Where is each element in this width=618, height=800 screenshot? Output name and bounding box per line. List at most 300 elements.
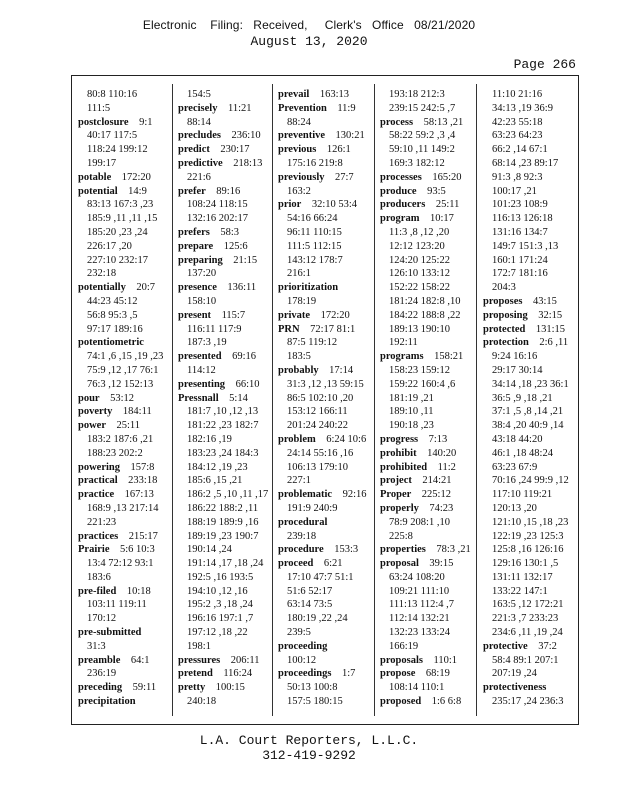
index-term-entry	[78, 116, 166, 130]
index-term: producers	[380, 199, 426, 211]
page-line-refs: 108:24 118:15	[187, 199, 248, 211]
page-line-refs: 83:13 167:3 ,23	[87, 199, 154, 211]
page-line-refs: 131:16 134:7	[492, 226, 548, 238]
index-term-entry	[278, 543, 366, 557]
page-line-refs: 32:15	[538, 309, 563, 321]
page-line-refs: 181:7 ,10 ,12 ,13	[187, 406, 259, 418]
column-divider	[374, 84, 375, 716]
index-term-entry	[278, 640, 366, 654]
page-line-refs: 74:1 ,6 ,15 ,19 ,23	[87, 351, 164, 363]
page-line-refs: 181:19 ,21	[389, 392, 434, 404]
index-term: previously	[278, 171, 325, 183]
index-term: propose	[380, 668, 416, 680]
page-line-refs: 68:19	[425, 668, 450, 680]
page-line-refs: 137:20	[187, 268, 217, 280]
index-term-entry	[78, 488, 166, 502]
page-line-refs: 230:17	[220, 144, 250, 156]
index-term: pre-submitted	[78, 627, 142, 639]
page-line-refs: 2:6 ,11	[539, 337, 569, 349]
page-line-refs: 189:19 ,23 190:7	[187, 530, 259, 542]
page-line-refs: 17:14	[329, 364, 354, 376]
page-line-refs: 190:14 ,24	[187, 544, 232, 556]
page-line-refs: 192:5 ,16 193:5	[187, 571, 254, 583]
page-line-refs: 5:6 10:3	[119, 544, 155, 556]
index-term: properties	[380, 544, 426, 556]
page-line-refs: 204:3	[492, 282, 516, 294]
page-line-refs: 214:21	[422, 475, 452, 487]
index-term-entry	[178, 240, 266, 254]
index-term: procedural	[278, 516, 328, 528]
page-line-refs: 34:14 ,18 ,23 36:1	[492, 378, 569, 390]
page-line-refs: 158:23 159:12	[389, 364, 450, 376]
page-line-refs: 187:3 ,19	[187, 337, 227, 349]
page-line-refs: 183:5	[287, 351, 311, 363]
index-term-entry	[278, 433, 366, 447]
index-term-entry	[178, 185, 266, 199]
page-line-refs: 14:9	[128, 185, 147, 197]
page-line-refs: 9:24 16:16	[492, 351, 538, 363]
index-term-entry	[278, 667, 366, 681]
index-term: Proper	[380, 489, 412, 501]
index-term-entry	[178, 378, 266, 392]
page-line-refs: 183:6	[87, 571, 111, 583]
index-term: prohibited	[380, 461, 428, 473]
page-line-refs: 227:10 232:17	[87, 254, 148, 266]
index-term-entry	[178, 129, 266, 143]
index-term: potentially	[78, 282, 126, 294]
index-term: problem	[278, 433, 316, 445]
page-line-refs: 114:12	[187, 364, 216, 376]
page-line-refs: 124:20 125:22	[389, 254, 450, 266]
page-line-refs: 115:7	[221, 309, 246, 321]
index-term: preceding	[78, 682, 123, 694]
page-line-refs: 163:5 ,12 172:21	[492, 599, 564, 611]
page-line-refs: 88:14	[187, 116, 211, 128]
index-column-3	[278, 88, 366, 716]
index-term: problematic	[278, 489, 333, 501]
page-line-refs: 10:17	[429, 213, 454, 225]
page-line-refs: 166:19	[389, 640, 419, 652]
page-line-refs: 183:2 187:6 ,21	[87, 433, 154, 445]
page-line-refs: 13:4 72:12 93:1	[87, 558, 154, 570]
page-line-refs: 240:18	[187, 696, 217, 708]
index-term-entry	[380, 543, 472, 557]
index-term: protective	[483, 640, 528, 652]
index-term: preparing	[178, 254, 223, 266]
page-line-refs: 59:11	[132, 682, 157, 694]
page-line-refs: 101:23 108:9	[492, 199, 548, 211]
index-term-entry	[178, 392, 266, 406]
page-line-refs: 116:13 126:18	[492, 213, 553, 225]
page-line-refs: 64:1	[130, 654, 150, 666]
word-index-box	[71, 75, 579, 725]
page-line-refs: 131:15	[535, 323, 566, 335]
page-line-refs: 116:11 117:9	[187, 323, 242, 335]
index-term: prevail	[278, 89, 310, 100]
index-term: procedure	[278, 544, 324, 556]
page-line-refs: 185:9 ,11 ,11 ,15	[87, 213, 158, 225]
page-line-refs: 76:3 ,12 152:13	[87, 378, 154, 390]
page-line-refs: 172:7 181:16	[492, 268, 548, 280]
page-line-refs: 132:23 133:24	[389, 627, 450, 639]
index-term: progress	[380, 433, 419, 445]
index-term: precisely	[178, 102, 218, 114]
index-term: prepare	[178, 240, 214, 252]
page-line-refs: 70:16 ,24 99:9 ,12	[492, 475, 569, 487]
page-line-refs: 233:18	[128, 475, 158, 487]
index-term: project	[380, 475, 412, 487]
page-line-refs: 184:12 ,19 ,23	[187, 461, 248, 473]
page-line-refs: 239:5	[287, 627, 311, 639]
index-term: postclosure	[78, 116, 129, 128]
page-line-refs: 12:12 123:20	[389, 240, 445, 252]
page-line-refs: 186:22 188:2 ,11	[187, 502, 259, 514]
index-term-entry	[380, 557, 472, 571]
page-line-refs: 192:11	[389, 337, 418, 349]
index-term-entry	[178, 309, 266, 323]
page-line-refs: 59:10 ,11 149:2	[389, 144, 455, 156]
page-line-refs: 109:21 111:10	[389, 585, 450, 597]
page-line-refs: 186:2 ,5 ,10 ,11 ,17	[187, 489, 269, 501]
page-line-refs: 131:11 132:17	[492, 571, 553, 583]
index-term-entry	[483, 295, 575, 309]
page-line-refs: 46:1 ,18 48:24	[492, 447, 553, 459]
index-term: prior	[278, 199, 302, 211]
page-line-refs: 167:13	[124, 489, 154, 501]
index-term-entry	[380, 212, 472, 226]
index-term-entry	[178, 143, 266, 157]
index-term-entry	[380, 185, 472, 199]
index-term-entry	[78, 419, 166, 433]
index-term: practice	[78, 489, 115, 501]
page-line-refs: 37:1 ,5 ,8 ,14 ,21	[492, 406, 564, 418]
index-column-1	[78, 88, 166, 716]
index-term: poverty	[78, 406, 113, 418]
page-line-refs: 80:8 110:16	[87, 89, 138, 100]
index-term-entry	[380, 433, 472, 447]
column-divider	[272, 84, 273, 716]
page-line-refs: 10:18	[126, 585, 151, 597]
index-term-entry	[380, 461, 472, 475]
index-term: Prevention	[278, 102, 327, 114]
page-line-refs: 207:19 ,24	[492, 668, 537, 680]
page-line-refs: 152:22 158:22	[389, 282, 450, 294]
page-line-refs: 44:23 45:12	[87, 295, 138, 307]
index-term-entry	[178, 654, 266, 668]
page-line-refs: 234:6 ,11 ,19 ,24	[492, 627, 563, 639]
page-line-refs: 175:16 219:8	[287, 157, 343, 169]
page-line-refs: 9:1	[139, 116, 153, 128]
page-line-refs: 130:21	[335, 130, 365, 142]
page-line-refs: 89:16	[216, 185, 241, 197]
index-term: properly	[380, 502, 419, 514]
page-line-refs: 1:7	[341, 668, 356, 680]
page-line-refs: 7:13	[428, 433, 448, 445]
index-term: prefers	[178, 226, 210, 238]
page-line-refs: 221:3 ,7 233:23	[492, 613, 559, 625]
page-line-refs: 158:21	[434, 351, 464, 363]
page-line-refs: 74:23	[429, 502, 454, 514]
index-term: proposed	[380, 696, 422, 708]
page-line-refs: 206:11	[230, 654, 260, 666]
index-term-entry	[78, 392, 166, 406]
page-line-refs: 63:14 73:5	[287, 599, 333, 611]
index-term-entry	[380, 198, 472, 212]
page-line-refs: 158:10	[187, 295, 217, 307]
column-divider	[172, 84, 173, 716]
page-line-refs: 143:12 178:7	[287, 254, 343, 266]
index-term-entry	[178, 667, 266, 681]
index-term: prefer	[178, 185, 206, 197]
index-term-entry	[278, 198, 366, 212]
page-line-refs: 199:17	[87, 157, 117, 169]
index-term: presenting	[178, 378, 226, 390]
page-line-refs: 11:2	[437, 461, 456, 473]
page-line-refs: 181:24 182:8 ,10	[389, 295, 461, 307]
page-line-refs: 31:3 ,12 ,13 59:15	[287, 378, 364, 390]
page-line-refs: 72:17 81:1	[310, 323, 356, 335]
transcript-date: August 13, 2020	[250, 34, 368, 49]
page-line-refs: 40:17 117:5	[87, 130, 138, 142]
page-line-refs: 38:4 ,20 40:9 ,14	[492, 420, 564, 432]
page-line-refs: 117:10 119:21	[492, 489, 553, 501]
page-line-refs: 58:13 ,21	[423, 116, 464, 128]
index-term-entry	[278, 171, 366, 185]
page-line-refs: 63:24 108:20	[389, 571, 445, 583]
page-line-refs: 129:16 130:1 ,5	[492, 558, 559, 570]
page-line-refs: 25:11	[116, 420, 141, 432]
page-line-refs: 191:14 ,17 ,18 ,24	[187, 558, 264, 570]
page-line-refs: 193:18 212:3	[389, 89, 445, 100]
index-term-entry	[278, 143, 366, 157]
index-term: Pressnall	[178, 392, 219, 404]
page-line-refs: 53:12	[110, 392, 135, 404]
index-term-entry	[380, 474, 472, 488]
page-line-refs: 188:23 202:2	[87, 447, 143, 459]
column-divider	[476, 84, 477, 716]
index-term: proceeding	[278, 640, 328, 652]
page-line-refs: 112:14 132:21	[389, 613, 450, 625]
page-line-refs: 197:12 ,18 ,22	[187, 627, 248, 639]
index-term-entry	[380, 488, 472, 502]
index-term: pretend	[178, 668, 213, 680]
index-term: pour	[78, 392, 100, 404]
page-line-refs: 42:23 55:18	[492, 116, 543, 128]
page-line-refs: 180:19 ,22 ,24	[287, 613, 348, 625]
page-line-refs: 236:19	[87, 668, 117, 680]
page-line-refs: 78:3 ,21	[436, 544, 471, 556]
page-line-refs: 100:12	[287, 654, 317, 666]
page-line-refs: 239:18	[287, 530, 317, 542]
index-term-entry	[178, 281, 266, 295]
index-term-entry	[78, 681, 166, 695]
index-term: proposing	[483, 309, 528, 321]
page-line-refs: 136:11	[227, 282, 257, 294]
index-term-entry	[78, 695, 166, 709]
index-term-entry	[380, 654, 472, 668]
index-term-entry	[178, 681, 266, 695]
page-line-refs: 11:3 ,8 ,12 ,20	[389, 226, 450, 238]
page-line-refs: 157:8	[130, 461, 155, 473]
page-line-refs: 24:14 55:16 ,16	[287, 447, 354, 459]
page-line-refs: 182:16 ,19	[187, 433, 232, 445]
index-term: private	[278, 309, 311, 321]
page-line-refs: 54:16 66:24	[287, 213, 338, 225]
page-line-refs: 227:1	[287, 475, 311, 487]
page-line-refs: 96:11 110:15	[287, 226, 342, 238]
index-term-entry	[178, 102, 266, 116]
page-line-refs: 225:8	[389, 530, 413, 542]
index-column-5	[483, 88, 575, 716]
index-term: Prairie	[78, 544, 110, 556]
index-term-entry	[78, 543, 166, 557]
index-term: proceed	[278, 558, 314, 570]
page-line-refs: 86:5 102:10 ,20	[287, 392, 354, 404]
page-line-refs: 103:11 119:11	[87, 599, 147, 611]
index-term-entry	[278, 88, 366, 102]
page-line-refs: 43:15	[532, 295, 557, 307]
index-term: power	[78, 420, 106, 432]
page-line-refs: 111:13 112:4 ,7	[389, 599, 455, 611]
page-line-refs: 43:18 44:20	[492, 433, 543, 445]
page-line-refs: 11:10 21:16	[492, 89, 543, 100]
page-line-refs: 125:8 ,16 126:16	[492, 544, 564, 556]
page-line-refs: 6:24 10:6	[326, 433, 367, 445]
reporter-name: L.A. Court Reporters, L.L.C.	[199, 733, 419, 748]
page-line-refs: 188:19 189:9 ,16	[187, 516, 259, 528]
page-line-refs: 29:17 30:14	[492, 364, 543, 376]
index-term: previous	[278, 144, 317, 156]
page-line-refs: 183:23 ,24 184:3	[187, 447, 259, 459]
page-line-refs: 56:8 95:3 ,5	[87, 309, 138, 321]
page-line-refs: 100:17 ,21	[492, 185, 537, 197]
page-line-refs: 191:9 240:9	[287, 502, 338, 514]
page-line-refs: 181:22 ,23 182:7	[187, 420, 259, 432]
page-line-refs: 87:5 119:12	[287, 337, 338, 349]
index-term: preventive	[278, 130, 326, 142]
page-line-refs: 39:15	[429, 558, 454, 570]
index-term: pre-filed	[78, 585, 117, 597]
page-line-refs: 149:7 151:3 ,13	[492, 240, 559, 252]
index-column-4	[380, 88, 472, 716]
page-line-refs: 111:5 112:15	[287, 240, 342, 252]
index-term-entry	[278, 364, 366, 378]
page-line-refs: 189:10 ,11	[389, 406, 434, 418]
page-line-refs: 172:20	[121, 171, 151, 183]
page-line-refs: 1:6 6:8	[431, 696, 462, 708]
index-term-entry	[483, 309, 575, 323]
page-line-refs: 163:13	[319, 89, 349, 100]
page-line-refs: 11:9	[337, 102, 356, 114]
page-line-refs: 170:12	[87, 613, 117, 625]
index-term: proposal	[380, 558, 419, 570]
page-line-refs: 110:1	[433, 654, 458, 666]
page-line-refs: 36:5 ,9 ,18 ,21	[492, 392, 553, 404]
page-line-refs: 221:23	[87, 516, 117, 528]
page-line-refs: 78:9 208:1 ,10	[389, 516, 450, 528]
page-line-refs: 169:3 182:12	[389, 157, 445, 169]
page-line-refs: 201:24 240:22	[287, 420, 348, 432]
page-line-refs: 63:23 67:9	[492, 461, 538, 473]
index-term: prioritization	[278, 282, 339, 294]
page-line-refs: 236:10	[231, 130, 261, 142]
page-line-refs: 58:3	[220, 226, 240, 238]
page-line-refs: 132:16 202:17	[187, 213, 248, 225]
index-term-entry	[278, 309, 366, 323]
page-line-refs: 153:12 166:11	[287, 406, 348, 418]
page-line-refs: 31:3	[87, 640, 106, 652]
index-term-entry	[78, 185, 166, 199]
page-line-refs: 225:12	[421, 489, 451, 501]
page-line-refs: 184:11	[122, 406, 152, 418]
page-line-refs: 58:22 59:2 ,3 ,4	[389, 130, 456, 142]
page-line-refs: 133:22 147:1	[492, 585, 548, 597]
page-line-refs: 189:13 190:10	[389, 323, 450, 335]
index-column-2	[178, 88, 269, 716]
reporter-phone: 312-419-9292	[262, 748, 356, 763]
page-line-refs: 66:10	[235, 378, 260, 390]
page-line-refs: 235:17 ,24 236:3	[492, 696, 564, 708]
page-line-refs: 165:20	[432, 171, 462, 183]
page-line-refs: 68:14 ,23 89:17	[492, 157, 559, 169]
page-number: Page 266	[513, 57, 576, 72]
index-term-entry	[380, 116, 472, 130]
page-line-refs: 140:20	[427, 447, 457, 459]
index-term: produce	[380, 185, 417, 197]
index-term-entry	[380, 171, 472, 185]
page-line-refs: 232:18	[87, 268, 117, 280]
index-term-entry	[380, 350, 472, 364]
index-term: probably	[278, 364, 319, 376]
index-term: predict	[178, 144, 210, 156]
index-term-entry	[380, 502, 472, 516]
page-line-refs: 122:19 ,23 125:3	[492, 530, 564, 542]
index-term: precipitation	[78, 696, 136, 708]
page-line-refs: 198:1	[187, 640, 211, 652]
index-term: protected	[483, 323, 526, 335]
index-term-entry	[278, 129, 366, 143]
index-term: present	[178, 309, 212, 321]
index-term-entry	[178, 226, 266, 240]
index-term-entry	[380, 447, 472, 461]
index-term: presence	[178, 282, 217, 294]
page-line-refs: 17:10 47:7 51:1	[287, 571, 354, 583]
page-line-refs: 106:13 179:10	[287, 461, 348, 473]
index-term: precludes	[178, 130, 221, 142]
index-term-entry	[483, 681, 575, 695]
index-term-entry	[178, 350, 266, 364]
index-term: program	[380, 213, 420, 225]
page-line-refs: 184:22 188:8 ,22	[389, 309, 461, 321]
index-term: proceedings	[278, 668, 332, 680]
page-line-refs: 97:17 189:16	[87, 323, 143, 335]
index-term-entry	[78, 626, 166, 640]
page-line-refs: 153:3	[334, 544, 359, 556]
page-line-refs: 27:7	[334, 171, 354, 183]
page-line-refs: 126:10 133:12	[389, 268, 450, 280]
index-term-entry	[278, 102, 366, 116]
index-term-entry	[78, 171, 166, 185]
index-term: prohibit	[380, 447, 417, 459]
page-line-refs: 91:3 ,8 92:3	[492, 171, 543, 183]
page-line-refs: 11:21	[227, 102, 252, 114]
page-line-refs: 194:10 ,12 ,16	[187, 585, 248, 597]
page-line-refs: 118:24 199:12	[87, 144, 148, 156]
page-line-refs: 25:11	[435, 199, 460, 211]
page-line-refs: 6:21	[323, 558, 343, 570]
page-line-refs: 32:10 53:4	[311, 199, 358, 211]
index-term-entry	[78, 281, 166, 295]
